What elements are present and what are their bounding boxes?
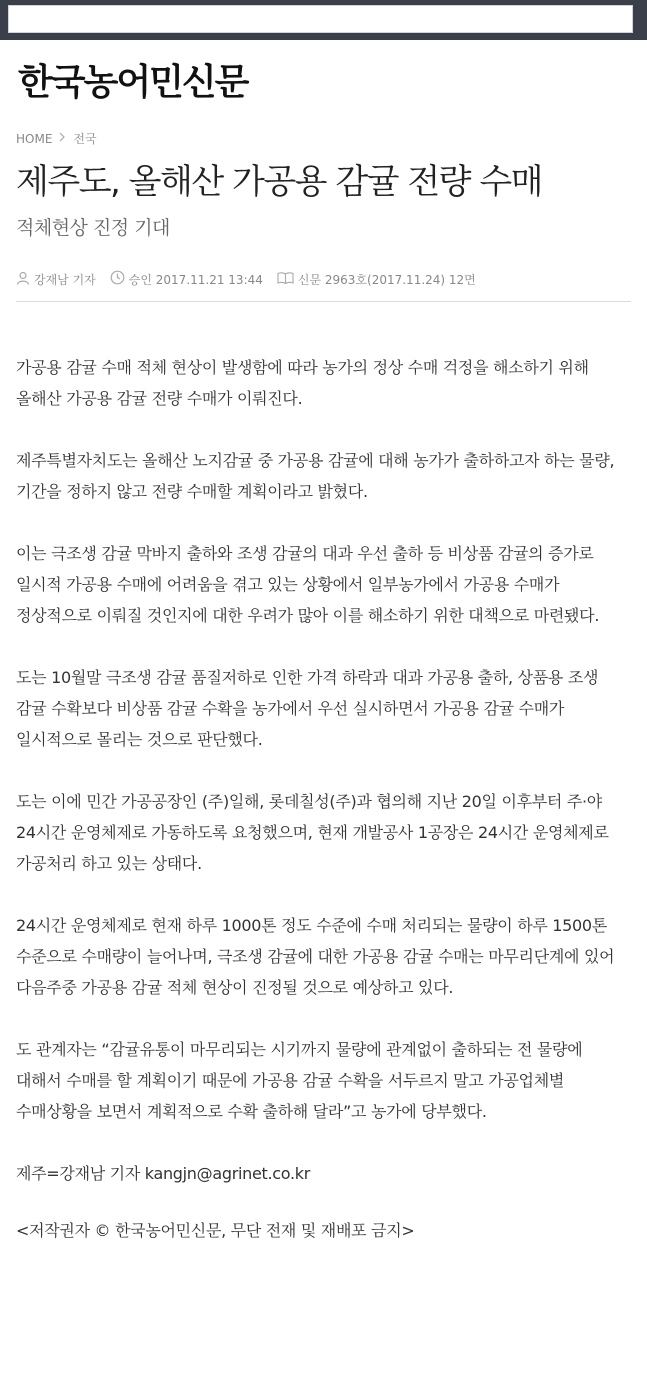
author-info (16, 271, 96, 288)
article-paragraph: 도는 이에 민간 가공공장인 (주)일해, 롯데칠성(주)과 협의해 지난 20일 이후부터 주·야 24시간 운영체제로 가동하도록 요청했으며, 현재 개발공사 1공장은 24시간 운영체제로 가공처리 하고 있는 상태다. (16, 792, 609, 873)
article-paragraph: 이는 극조생 감귤 막바지 출하와 조생 감귤의 대과 우선 출하 등 비상품 감귤의 증가로 일시적 가공용 수매에 어려움을 겪고 있는 상황에서 일부농가에서 가공용 수매가 정상적으로 이뤄질 것인지에 대한 우려가 많아 이를 해소하기 위한 대책으로 마련됐다. (16, 544, 600, 625)
article-subtitle: 적체현상 진정 기대 (16, 217, 170, 239)
article-meta (16, 270, 631, 288)
article-body (16, 352, 631, 1277)
breadcrumb (16, 130, 97, 147)
approved-info (110, 270, 263, 288)
meta-divider (16, 301, 631, 302)
chevron-right-icon (59, 132, 66, 145)
clock-icon (110, 270, 129, 288)
user-icon (16, 271, 34, 288)
author-name[interactable]: 강재남 기자 (34, 272, 96, 287)
reporter-byline: 제주=강재남 기자 kangjn@agrinet.co.kr (16, 1164, 311, 1183)
approved-date: 승인 2017.11.21 13:44 (128, 272, 263, 287)
book-icon (277, 271, 298, 288)
copyright-notice: <저작권자 © 한국농어민신문, 무단 전재 및 재배포 금지> (16, 1221, 415, 1240)
top-bar (0, 0, 647, 40)
newspaper-issue: 신문 2963호(2017.11.24) 12면 (297, 272, 476, 287)
article-paragraph: 도는 10월말 극조생 감귤 품질저하로 인한 가격 하락과 대과 가공용 출하, 상품용 조생 감귤 수확보다 비상품 감귤 수확을 농가에서 우선 실시하면서 가공용 감귤 수매가 일시적으로 몰리는 것으로 판단했다. (16, 668, 599, 749)
site-logo[interactable]: 한국농어민신문 (18, 62, 248, 103)
article-paragraph: 가공용 감귤 수매 적체 현상이 발생함에 따라 농가의 정상 수매 걱정을 해소하기 위해 올해산 가공용 감귤 전량 수매가 이뤄진다. (16, 358, 589, 408)
article-paragraph: 제주특별자치도는 올해산 노지감귤 중 가공용 감귤에 대해 농가가 출하하고자 하는 물량, 기간을 정하지 않고 전량 수매할 계획이라고 밝혔다. (16, 451, 615, 501)
newspaper-info (277, 271, 476, 288)
article-paragraph: 24시간 운영체제로 현재 하루 1000톤 정도 수준에 수매 처리되는 물량이 하루 1500톤 수준으로 수매량이 늘어나며, 극조생 감귤에 대한 가공용 감귤 수매는 마무리단계에 있어 다음주중 가공용 감귤 적체 현상이 진정될 것으로 예상하고 있다. (16, 916, 615, 997)
breadcrumb-home[interactable]: HOME (16, 131, 53, 146)
breadcrumb-category[interactable]: 전국 (73, 132, 97, 146)
url-bar[interactable] (8, 5, 633, 33)
article-title: 제주도, 올해산 가공용 감귤 전량 수매 (16, 162, 543, 202)
article-paragraph: 도 관계자는 “감귤유통이 마무리되는 시기까지 물량에 관계없이 출하되는 전 물량에 대해서 수매를 할 계획이기 때문에 가공용 감귤 수확을 서두르지 말고 가공업체별 수매상황을 보면서 계획적으로 수확 출하해 달라”고 농가에 당부했다. (16, 1040, 583, 1121)
